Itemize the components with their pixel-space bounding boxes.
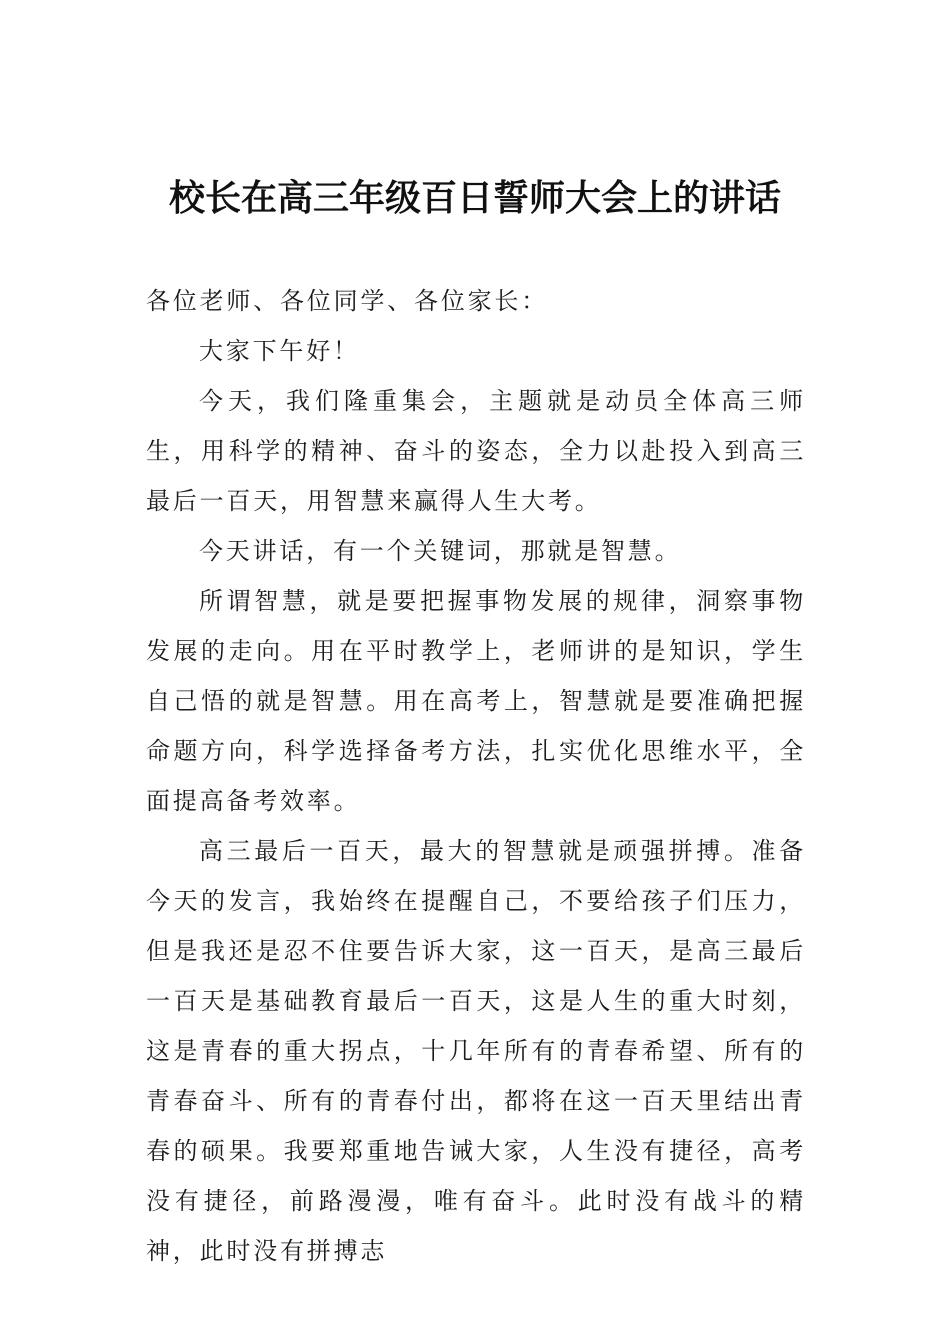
document-title: 校长在高三年级百日誓师大会上的讲话 [168, 177, 781, 219]
paragraph-keyword: 今天讲话，有一个关键词，那就是智慧。 [199, 537, 682, 565]
paragraph-theme: 今天，我们隆重集会，主题就是动员全体高三师生，用科学的精神、奋斗的姿态，全力以赴投入到高三最后一百天，用智慧来赢得人生大考。 [146, 387, 806, 515]
paragraph-hundred-days: 高三最后一百天，最大的智慧就是顽强拼搏。准备今天的发言，我始终在提醒自己，不要给孩子们压力，但是我还是忍不住要告诉大家，这一百天，是高三最后一百天是基础教育最后一百天，这是人生的重大时刻，这是青春的重大拐点，十几年所有的青春希望、所有的青春奋斗、所有的青春付出，都将在这一百天里结出青春的硕果。我要郑重地告诫大家，人生没有捷径，高考没有捷径，前路漫漫，唯有奋斗。此时没有战斗的精神，此时没有拼搏志 [146, 837, 806, 1265]
paragraph-wisdom: 所谓智慧，就是要把握事物发展的规律，洞察事物发展的走向。用在平时教学上，老师讲的是知识，学生自己悟的就是智慧。用在高考上，智慧就是要准确把握命题方向，科学选择备考方法，扎实优化思维水平，全面提高备考效率。 [146, 587, 806, 815]
salutation: 各位老师、各位同学、各位家长： [146, 287, 548, 315]
document-body [146, 276, 806, 1276]
paragraph-greeting: 大家下午好！ [199, 337, 360, 365]
